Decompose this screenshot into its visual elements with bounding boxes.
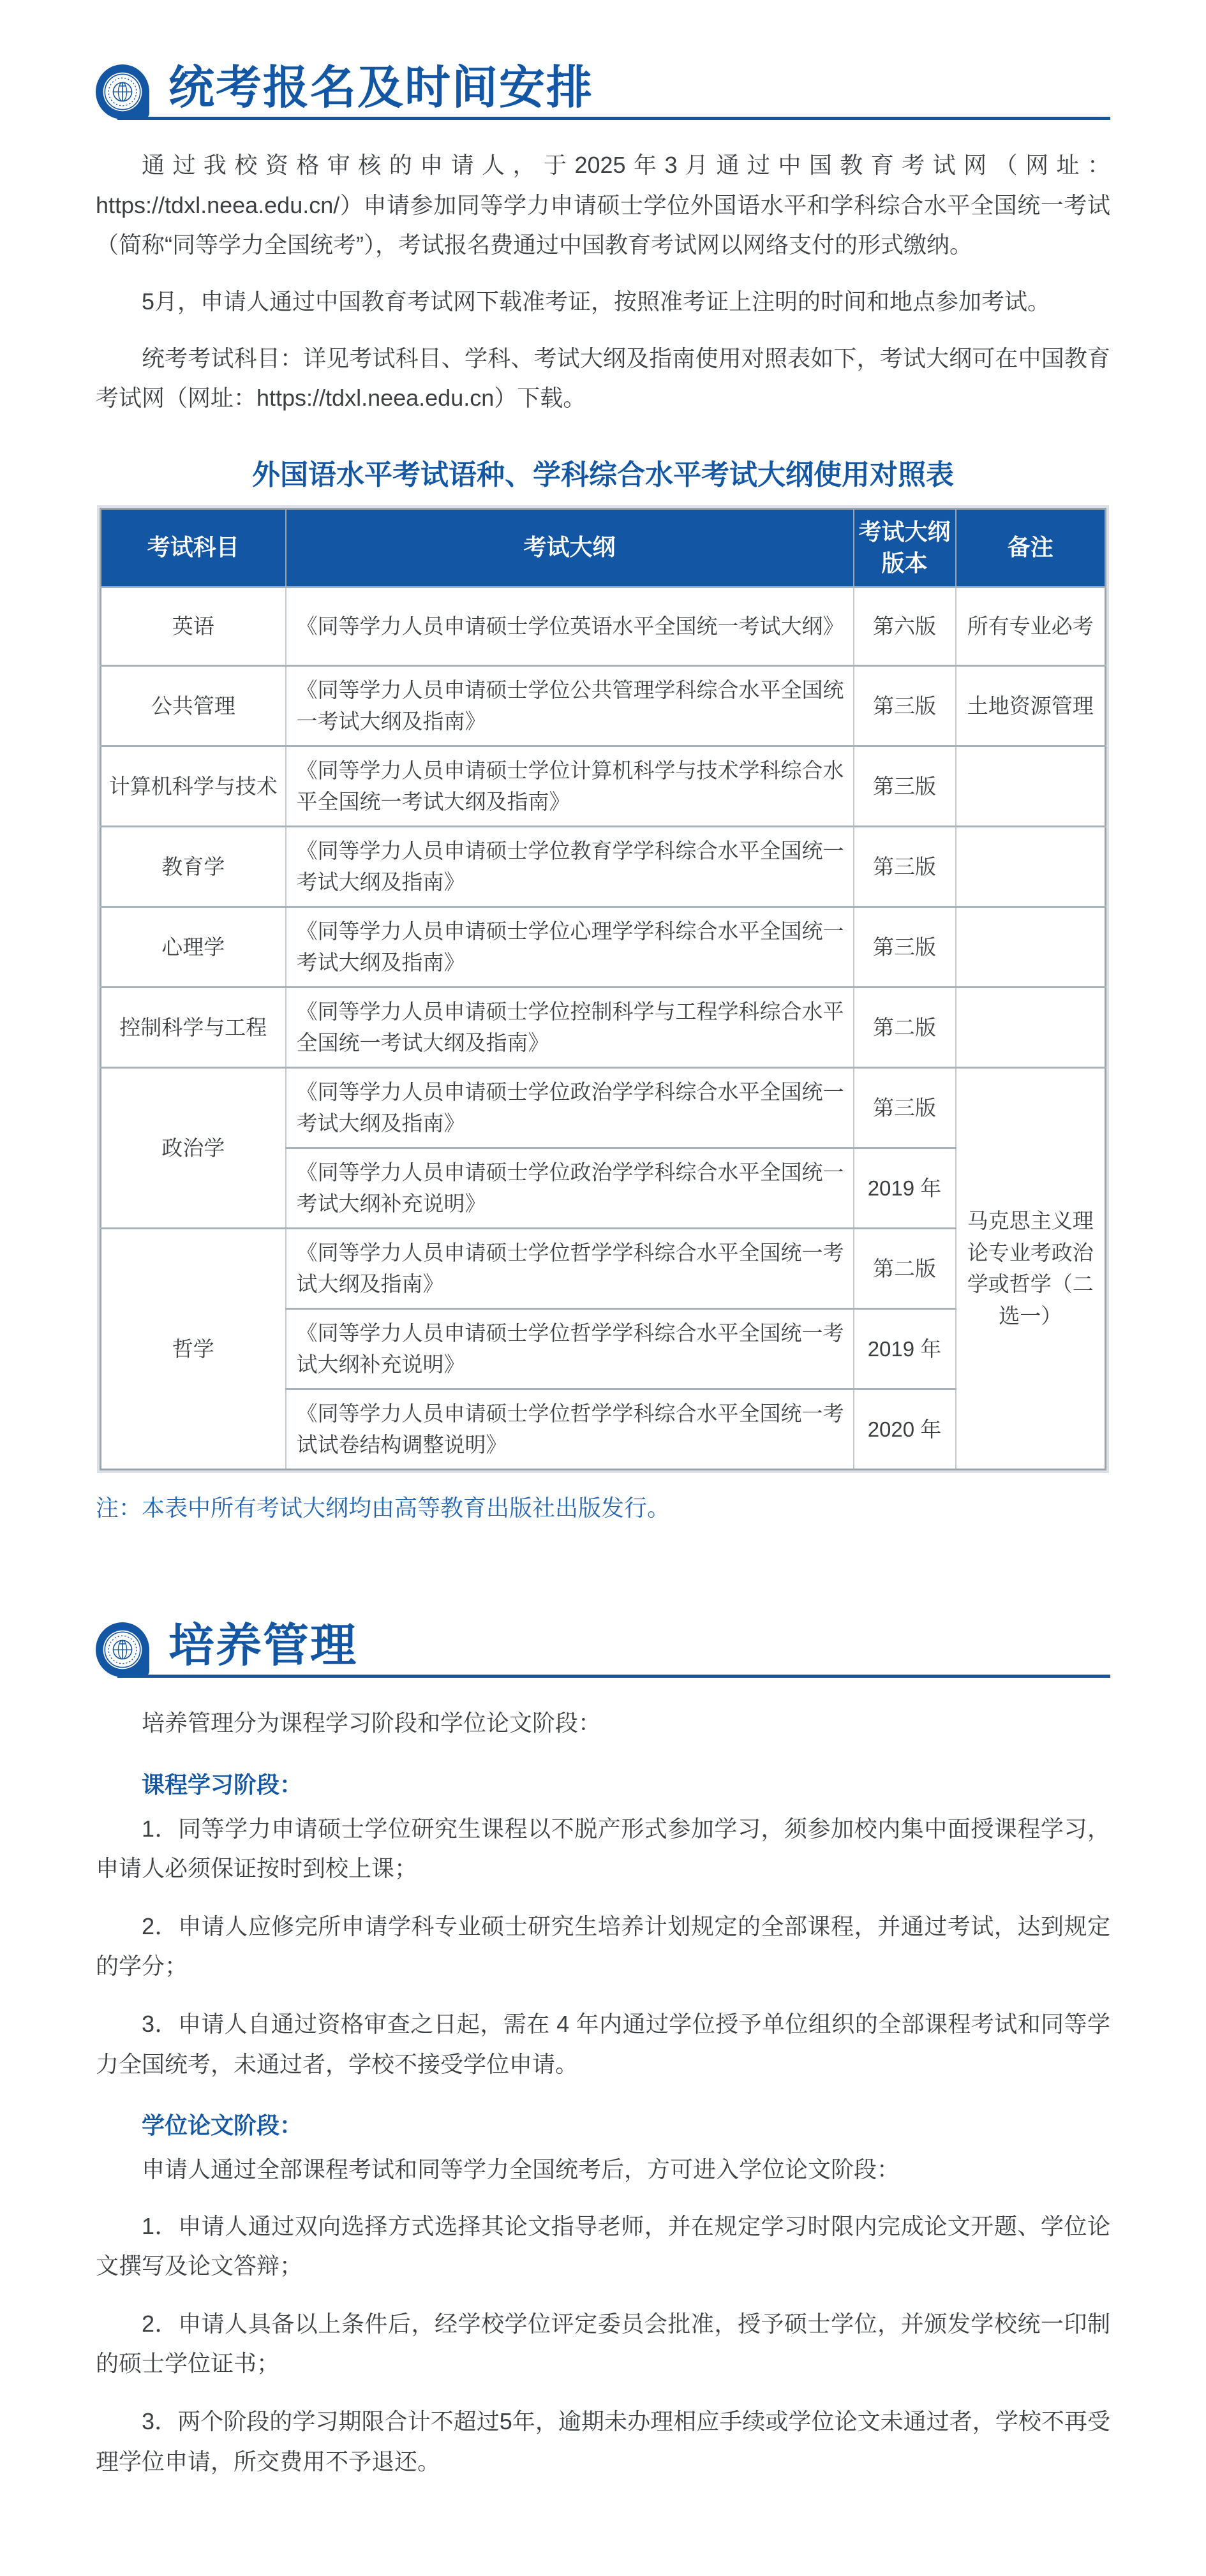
subheading-thesis-stage: 学位论文阶段： bbox=[142, 2112, 303, 2139]
cell-version-control: 第二版 bbox=[854, 987, 956, 1067]
cell-version-education: 第三版 bbox=[854, 826, 956, 907]
cell-version-public-admin: 第三版 bbox=[854, 665, 956, 746]
header-rule bbox=[117, 117, 1110, 120]
cell-subject-control: 控制科学与工程 bbox=[101, 987, 286, 1067]
cell-version-psychology: 第三版 bbox=[854, 907, 956, 987]
university-seal-icon bbox=[96, 1622, 149, 1677]
course-stage-items bbox=[96, 1809, 1110, 2085]
header-rule bbox=[117, 1675, 1110, 1678]
cell-syllabus-education: 《同等学力人员申请硕士学位教育学学科综合水平全国统一考试大纲及指南》 bbox=[286, 826, 854, 907]
column-header-remark: 备注 bbox=[956, 508, 1106, 587]
cell-syllabus-philosophy-supplement: 《同等学力人员申请硕士学位哲学学科综合水平全国统一考试大纲补充说明》 bbox=[286, 1308, 854, 1389]
cell-remark-marxism-merged: 马克思主义理论专业考政治学或哲学（二选一） bbox=[956, 1067, 1106, 1469]
table-row-english bbox=[101, 587, 1106, 665]
cell-syllabus-public-admin: 《同等学力人员申请硕士学位公共管理学科综合水平全国统一考试大纲及指南》 bbox=[286, 665, 854, 746]
cell-subject-education: 教育学 bbox=[101, 826, 286, 907]
paragraph-exam-subjects: 统考考试科目：详见考试科目、学科、考试大纲及指南使用对照表如下，考试大纲可在中国教育考试网（网址：https://tdxl.neea.edu.cn）下载。 bbox=[96, 344, 1110, 411]
table-row-psychology bbox=[101, 907, 1106, 987]
column-header-version: 考试大纲版本 bbox=[854, 508, 956, 587]
paragraph-admission-ticket: 5月，申请人通过中国教育考试网下载准考证，按照准考证上注明的时间和地点参加考试。 bbox=[142, 288, 1051, 315]
cell-subject-politics: 政治学 bbox=[101, 1067, 286, 1228]
cell-syllabus-politics-supplement: 《同等学力人员申请硕士学位政治学学科综合水平全国统一考试大纲补充说明》 bbox=[286, 1148, 854, 1228]
cell-version-philosophy-guide: 第二版 bbox=[854, 1228, 956, 1308]
cell-version-philosophy-supplement: 2019 年 bbox=[854, 1308, 956, 1389]
list-item-thesis-3: 3．两个阶段的学习期限合计不超过5年，逾期未办理相应手续或学位论文未通过者，学校不再受理学位申请，所交费用不予退还。 bbox=[96, 2408, 1110, 2475]
subheading-course-stage: 课程学习阶段： bbox=[142, 1771, 303, 1798]
section-header-exam-registration bbox=[96, 64, 1110, 120]
cell-subject-english: 英语 bbox=[101, 587, 286, 665]
table-title: 外国语水平考试语种、学科综合水平考试大纲使用对照表 bbox=[252, 459, 954, 491]
paragraph-training-intro: 培养管理分为课程学习阶段和学位论文阶段： bbox=[142, 1710, 602, 1736]
table-note: 注：本表中所有考试大纲均由高等教育出版社出版发行。 bbox=[96, 1494, 671, 1521]
table-header-row bbox=[101, 508, 1106, 587]
section-title-training-management: 培养管理 bbox=[168, 1620, 358, 1672]
thesis-stage-items bbox=[96, 2207, 1110, 2482]
paragraph-registration: 通过我校资格审核的申请人，于2025年3月通过中国教育考试网（网址：https://tdxl.neea.edu.cn/）申请参加同等学力申请硕士学位外国语水平和学科综合水平全国统一考试（简称“同等学力全国统考”），考试报名费通过中国教育考试网以网络支付的形式缴纳。 bbox=[96, 152, 1110, 258]
paragraph-thesis-intro: 申请人通过全部课程考试和同等学力全国统考后，方可进入学位论文阶段： bbox=[142, 2156, 900, 2182]
cell-version-computer-science: 第三版 bbox=[854, 746, 956, 826]
table-row-philosophy-1 bbox=[101, 1228, 1106, 1308]
table-row-politics-1 bbox=[101, 1067, 1106, 1148]
cell-subject-public-admin: 公共管理 bbox=[101, 665, 286, 746]
syllabus-comparison-table bbox=[100, 508, 1106, 1470]
table-row-computer-science bbox=[101, 746, 1106, 826]
table-row-control bbox=[101, 987, 1106, 1067]
cell-syllabus-english: 《同等学力人员申请硕士学位英语水平全国统一考试大纲》 bbox=[286, 587, 854, 665]
cell-syllabus-computer-science: 《同等学力人员申请硕士学位计算机科学与技术学科综合水平全国统一考试大纲及指南》 bbox=[286, 746, 854, 826]
cell-syllabus-psychology: 《同等学力人员申请硕士学位心理学学科综合水平全国统一考试大纲及指南》 bbox=[286, 907, 854, 987]
section-title-exam-registration: 统考报名及时间安排 bbox=[168, 63, 594, 114]
cell-syllabus-philosophy-guide: 《同等学力人员申请硕士学位哲学学科综合水平全国统一考试大纲及指南》 bbox=[286, 1228, 854, 1308]
cell-syllabus-politics-guide: 《同等学力人员申请硕士学位政治学学科综合水平全国统一考试大纲及指南》 bbox=[286, 1067, 854, 1148]
cell-remark-english: 所有专业必考 bbox=[956, 587, 1106, 665]
section-header-training-management bbox=[96, 1622, 1110, 1678]
list-item-thesis-1: 1．申请人通过双向选择方式选择其论文指导老师，并在规定学习时限内完成论文开题、学位论文撰写及论文答辩； bbox=[96, 2212, 1110, 2279]
cell-syllabus-philosophy-adjustment: 《同等学力人员申请硕士学位哲学学科综合水平全国统一考试试卷结构调整说明》 bbox=[286, 1389, 854, 1469]
cell-subject-philosophy: 哲学 bbox=[101, 1228, 286, 1469]
cell-remark-public-admin: 土地资源管理 bbox=[956, 665, 1106, 746]
university-seal-icon bbox=[96, 64, 149, 119]
cell-version-english: 第六版 bbox=[854, 587, 956, 665]
column-header-subject: 考试科目 bbox=[101, 508, 286, 587]
cell-remark-control bbox=[956, 987, 1106, 1067]
list-item-course-1: 1．同等学力申请硕士学位研究生课程以不脱产形式参加学习，须参加校内集中面授课程学习，申请人必须保证按时到校上课； bbox=[96, 1815, 1110, 1882]
table-row-public-admin bbox=[101, 665, 1106, 746]
list-item-thesis-2: 2．申请人具备以上条件后，经学校学位评定委员会批准，授予硕士学位，并颁发学校统一印制的硕士学位证书； bbox=[96, 2310, 1110, 2377]
cell-version-politics-guide: 第三版 bbox=[854, 1067, 956, 1148]
cell-syllabus-control: 《同等学力人员申请硕士学位控制科学与工程学科综合水平全国统一考试大纲及指南》 bbox=[286, 987, 854, 1067]
cell-subject-psychology: 心理学 bbox=[101, 907, 286, 987]
section-gap bbox=[96, 1526, 1110, 1622]
cell-remark-psychology bbox=[956, 907, 1106, 987]
cell-remark-computer-science bbox=[956, 746, 1106, 826]
column-header-syllabus: 考试大纲 bbox=[286, 508, 854, 587]
cell-version-politics-supplement: 2019 年 bbox=[854, 1148, 956, 1228]
list-item-course-2: 2．申请人应修完所申请学科专业硕士研究生培养计划规定的全部课程，并通过考试，达到规定的学分； bbox=[96, 1913, 1110, 1980]
cell-remark-education bbox=[956, 826, 1106, 907]
cell-version-philosophy-adjustment: 2020 年 bbox=[854, 1389, 956, 1469]
list-item-course-3: 3．申请人自通过资格审查之日起，需在 4 年内通过学位授予单位组织的全部课程考试和同等学力全国统考，未通过者，学校不接受学位申请。 bbox=[96, 2011, 1110, 2077]
cell-subject-computer-science: 计算机科学与技术 bbox=[101, 746, 286, 826]
table-row-education bbox=[101, 826, 1106, 907]
